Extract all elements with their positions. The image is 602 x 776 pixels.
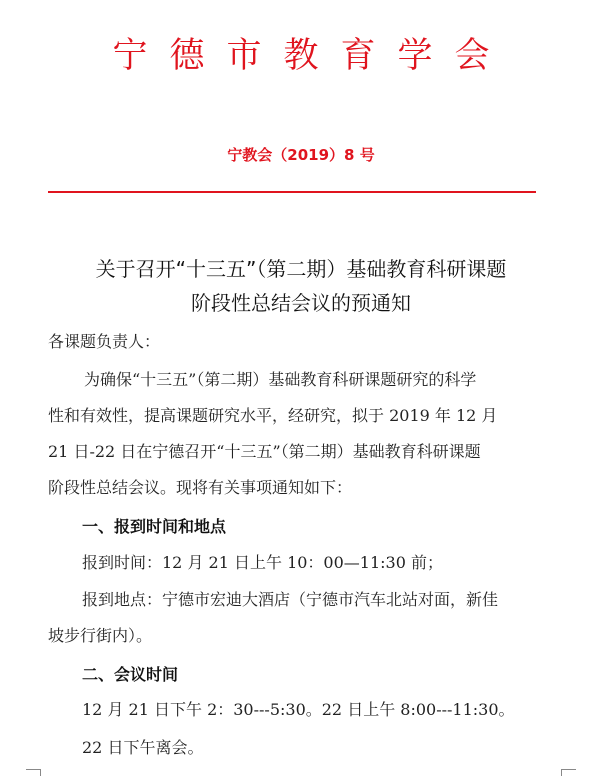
section-1-heading: 一、报到时间和地点 — [82, 517, 227, 536]
meeting-time-line-2: 22 日下午离会。 — [82, 738, 204, 757]
notice-title — [0, 252, 602, 320]
meeting-time-line-1: 12 月 21 日下午 2：30---5:30。22 日上午 8:00---11:30。 — [82, 700, 515, 719]
notice-title-line-1: 关于召开“十三五”（第二期）基础教育科研课题 — [95, 257, 507, 281]
checkin-time: 报到时间：12 月 21 日上午 10：00—11:30 前； — [82, 553, 443, 572]
intro-line-2: 性和有效性，提高课题研究水平，经研究，拟于 2019 年 12 月 — [48, 406, 498, 425]
organization-title: 宁德市教育学会 — [112, 36, 512, 76]
salutation: 各课题负责人： — [48, 332, 161, 351]
page-corner-mark-left — [26, 769, 41, 776]
document-number: 宁教会（2019）8 号 — [227, 146, 375, 164]
checkin-place-line-1: 报到地点：宁德市宏迪大酒店（宁德市汽车北站对面，新佳 — [82, 590, 499, 609]
page-corner-mark-right — [561, 769, 576, 776]
checkin-place-line-2: 坡步行街内）。 — [48, 626, 153, 645]
intro-line-3: 21 日-22 日在宁德召开“十三五”（第二期）基础教育科研课题 — [48, 442, 481, 461]
intro-line-4: 阶段性总结会议。现将有关事项通知如下： — [48, 478, 353, 497]
notice-title-line-2: 阶段性总结会议的预通知 — [191, 291, 411, 315]
intro-line-1: 为确保“十三五”（第二期）基础教育科研课题研究的科学 — [84, 370, 477, 389]
red-divider — [48, 191, 536, 193]
section-2-heading: 二、会议时间 — [82, 665, 179, 684]
